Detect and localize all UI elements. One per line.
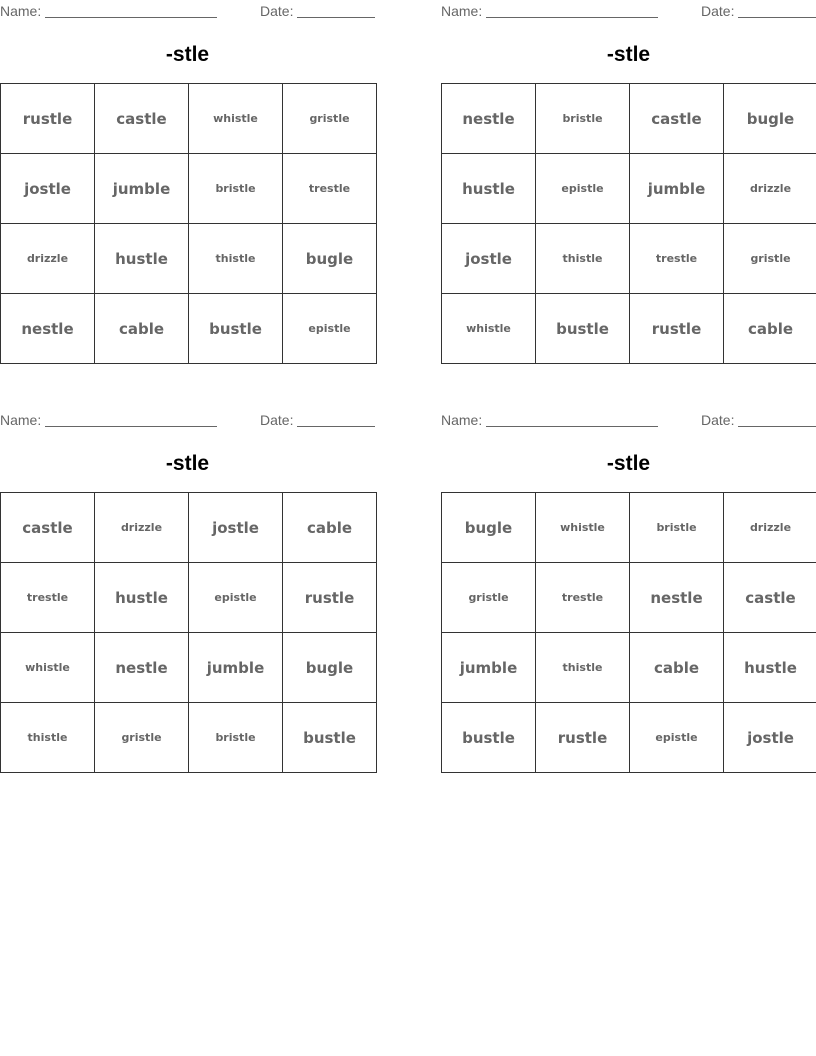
grid-row bbox=[442, 703, 816, 773]
grid-cell: drizzle bbox=[95, 493, 189, 563]
grid-cell: drizzle bbox=[1, 224, 95, 294]
grid-cell: rustle bbox=[536, 703, 630, 773]
grid-cell: cable bbox=[724, 294, 816, 364]
grid-cell: hustle bbox=[724, 633, 816, 703]
grid-cell: bristle bbox=[189, 703, 283, 773]
date-line bbox=[738, 17, 816, 18]
grid-cell: trestle bbox=[630, 224, 724, 294]
grid-cell: jumble bbox=[442, 633, 536, 703]
grid-cell: jumble bbox=[189, 633, 283, 703]
grid-cell: bustle bbox=[189, 294, 283, 364]
card-title: -stle bbox=[606, 452, 651, 475]
grid-cell: epistle bbox=[536, 154, 630, 224]
grid-cell: jumble bbox=[95, 154, 189, 224]
grid-cell: bugle bbox=[442, 493, 536, 563]
card-header bbox=[0, 3, 375, 21]
grid-cell: cable bbox=[283, 493, 377, 563]
bingo-card-4 bbox=[441, 409, 816, 774]
grid-cell: nestle bbox=[442, 84, 536, 154]
grid-cell: bristle bbox=[536, 84, 630, 154]
grid-cell: nestle bbox=[630, 563, 724, 633]
grid-cell: trestle bbox=[1, 563, 95, 633]
date-line bbox=[738, 426, 816, 427]
grid-cell: bustle bbox=[283, 703, 377, 773]
grid-cell: epistle bbox=[630, 703, 724, 773]
grid-cell: jumble bbox=[630, 154, 724, 224]
grid-row bbox=[442, 294, 816, 364]
grid-cell: nestle bbox=[95, 633, 189, 703]
grid-row bbox=[1, 633, 377, 703]
grid-cell: jostle bbox=[724, 703, 816, 773]
bingo-card-2 bbox=[441, 0, 816, 365]
grid-cell: gristle bbox=[724, 224, 816, 294]
grid-row bbox=[1, 84, 377, 154]
name-label: Name: bbox=[441, 412, 483, 428]
date-label: Date: bbox=[701, 412, 735, 428]
grid-row bbox=[1, 563, 377, 633]
name-label: Name: bbox=[441, 3, 483, 19]
grid-cell: jostle bbox=[442, 224, 536, 294]
card-title: -stle bbox=[165, 43, 210, 66]
grid-cell: gristle bbox=[442, 563, 536, 633]
grid-cell: bugle bbox=[283, 633, 377, 703]
bingo-grid bbox=[441, 492, 816, 773]
grid-row bbox=[1, 294, 377, 364]
grid-cell: castle bbox=[724, 563, 816, 633]
grid-row bbox=[442, 563, 816, 633]
grid-cell: rustle bbox=[1, 84, 95, 154]
card-header bbox=[441, 412, 816, 430]
date-line bbox=[297, 426, 375, 427]
grid-cell: thistle bbox=[536, 224, 630, 294]
name-line bbox=[45, 426, 217, 427]
grid-cell: cable bbox=[95, 294, 189, 364]
grid-cell: jostle bbox=[1, 154, 95, 224]
grid-row bbox=[1, 154, 377, 224]
grid-cell: whistle bbox=[189, 84, 283, 154]
grid-cell: whistle bbox=[442, 294, 536, 364]
name-label: Name: bbox=[0, 412, 42, 428]
name-label: Name: bbox=[0, 3, 42, 19]
grid-cell: cable bbox=[630, 633, 724, 703]
date-line bbox=[297, 17, 375, 18]
grid-cell: rustle bbox=[630, 294, 724, 364]
name-line bbox=[486, 17, 658, 18]
grid-cell: bristle bbox=[189, 154, 283, 224]
date-label: Date: bbox=[260, 3, 294, 19]
grid-cell: trestle bbox=[283, 154, 377, 224]
grid-row bbox=[1, 224, 377, 294]
card-title: -stle bbox=[165, 452, 210, 475]
grid-cell: castle bbox=[95, 84, 189, 154]
bingo-card-1 bbox=[0, 0, 375, 365]
grid-cell: bugle bbox=[724, 84, 816, 154]
grid-cell: bugle bbox=[283, 224, 377, 294]
grid-cell: bustle bbox=[442, 703, 536, 773]
grid-cell: epistle bbox=[189, 563, 283, 633]
grid-cell: whistle bbox=[1, 633, 95, 703]
name-line bbox=[486, 426, 658, 427]
date-label: Date: bbox=[701, 3, 735, 19]
grid-row bbox=[442, 633, 816, 703]
card-title: -stle bbox=[606, 43, 651, 66]
grid-row bbox=[1, 703, 377, 773]
grid-cell: gristle bbox=[95, 703, 189, 773]
grid-cell: hustle bbox=[95, 224, 189, 294]
grid-cell: bristle bbox=[630, 493, 724, 563]
grid-cell: thistle bbox=[536, 633, 630, 703]
card-header bbox=[0, 412, 375, 430]
grid-cell: thistle bbox=[1, 703, 95, 773]
grid-cell: thistle bbox=[189, 224, 283, 294]
grid-cell: hustle bbox=[442, 154, 536, 224]
grid-cell: gristle bbox=[283, 84, 377, 154]
name-line bbox=[45, 17, 217, 18]
grid-cell: castle bbox=[630, 84, 724, 154]
grid-row bbox=[442, 493, 816, 563]
grid-cell: drizzle bbox=[724, 154, 816, 224]
bingo-grid bbox=[0, 492, 377, 773]
grid-cell: rustle bbox=[283, 563, 377, 633]
grid-row bbox=[442, 224, 816, 294]
grid-cell: drizzle bbox=[724, 493, 816, 563]
grid-cell: epistle bbox=[283, 294, 377, 364]
grid-cell: bustle bbox=[536, 294, 630, 364]
grid-cell: whistle bbox=[536, 493, 630, 563]
bingo-grid bbox=[441, 83, 816, 364]
grid-cell: hustle bbox=[95, 563, 189, 633]
grid-cell: nestle bbox=[1, 294, 95, 364]
grid-row bbox=[442, 154, 816, 224]
grid-cell: castle bbox=[1, 493, 95, 563]
card-header bbox=[441, 3, 816, 21]
grid-cell: jostle bbox=[189, 493, 283, 563]
grid-row bbox=[442, 84, 816, 154]
grid-cell: trestle bbox=[536, 563, 630, 633]
bingo-card-3 bbox=[0, 409, 375, 774]
bingo-grid bbox=[0, 83, 377, 364]
date-label: Date: bbox=[260, 412, 294, 428]
grid-row bbox=[1, 493, 377, 563]
